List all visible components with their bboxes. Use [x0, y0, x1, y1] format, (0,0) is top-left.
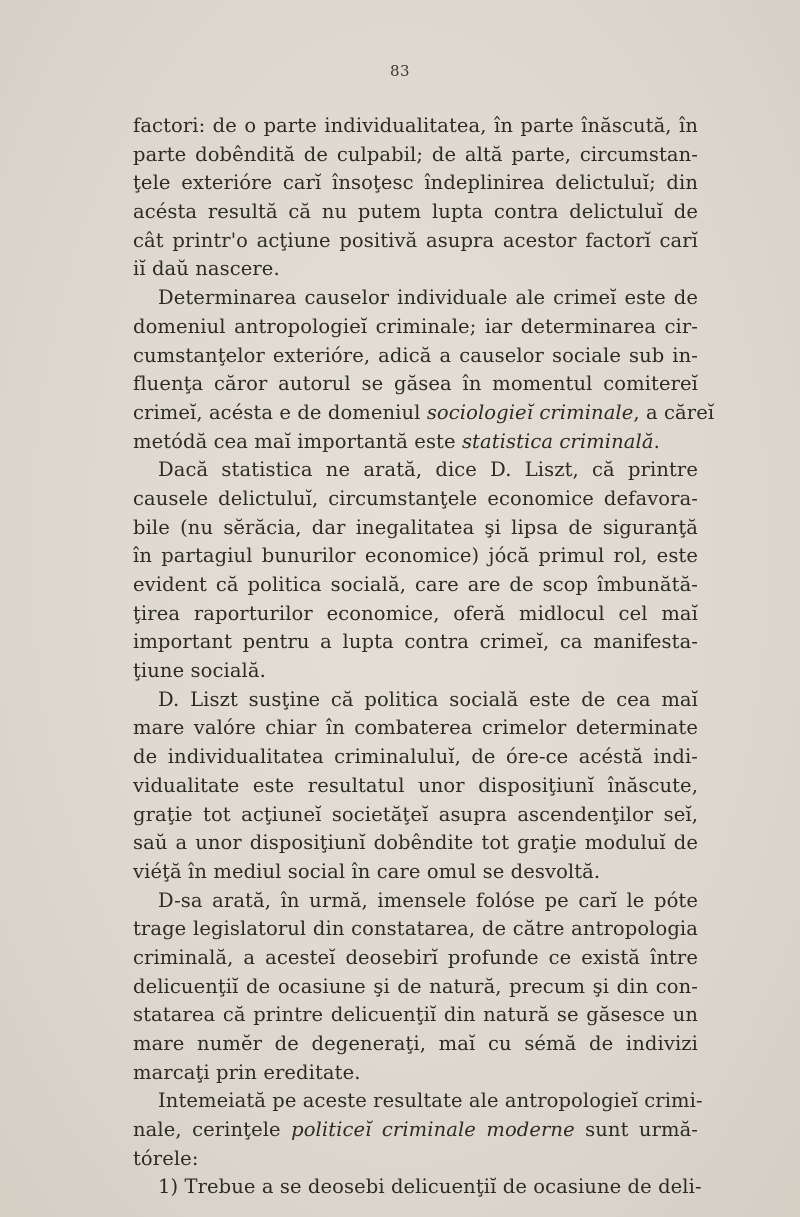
text-line: iĭ daŭ nascere.	[133, 257, 280, 281]
text-line: graţie tot acţiuneĭ societăţeĭ asupra ascendenţilor seĭ,	[133, 802, 698, 826]
text-line	[133, 1116, 698, 1145]
italic-phrase: politiceĭ criminale moderne	[291, 1118, 575, 1142]
page-number: 83	[389, 62, 411, 80]
text-line: saŭ a unor disposiţiunĭ dobêndite tot graţie moduluĭ de	[133, 831, 698, 855]
text-line: de individualitatea criminaluluĭ, de óre-ce acéstă indi-	[133, 745, 698, 769]
text-line: delicuenţiĭ de ocasiune şi de natură, precum şi din con-	[133, 974, 698, 998]
body-text	[133, 112, 715, 1202]
text-line: viéţă în mediul social în care omul se desvoltă.	[133, 859, 601, 883]
text-line: 1) Trebue a se deosebi delicuenţiĭ de ocasiune de deli-	[158, 1175, 702, 1199]
text-line: evident că politica socială, care are de scop îmbunătă-	[133, 573, 698, 596]
text-line: trage legislatorul din constatarea, de către antropologia	[133, 917, 698, 941]
text-line: cumstanţelor exterióre, adică a causelor sociale sub in-	[133, 343, 698, 367]
text-line: vidualitate este resultatul unor disposiţiunĭ înăscute,	[133, 773, 698, 797]
text-line	[133, 399, 715, 428]
italic-phrase: sociologieĭ criminale	[426, 400, 634, 424]
text-line	[133, 428, 698, 457]
text-line: marcaţi prin ereditate.	[133, 1060, 361, 1084]
text-line: Determinarea causelor individuale ale crimeĭ este de	[158, 286, 698, 310]
text-line: ţele exterióre carĭ însoţesc îndeplinirea delictuluĭ; din	[133, 171, 698, 195]
italic-phrase: statistica criminală	[461, 429, 654, 453]
text-line: fluenţa căror autorul se găsea în momentul comitereĭ	[133, 372, 698, 396]
text-line: bile (nu sĕrăcia, dar inegalitatea şi lipsa de siguranţă	[133, 515, 698, 539]
text-segment: metódă cea maĭ importantă este	[133, 429, 462, 453]
text-line: ţiune socială.	[133, 659, 266, 683]
text-line: factori: de o parte individualitatea, în parte înăscută, în	[133, 114, 698, 137]
text-line: important pentru a lupta contra crimeĭ, ca manifesta-	[133, 630, 698, 654]
text-line: cât printr'o acţiune positivă asupra acestor factorĭ carĭ	[133, 228, 698, 252]
text-line: în partagiul bunurilor economice) jócă primul rol, este	[133, 544, 698, 568]
text-line: mare numĕr de degeneraţi, maĭ cu sémă de indivizi	[133, 1032, 698, 1055]
text-line: domeniul antropologieĭ criminale; iar determinarea cir-	[133, 314, 698, 338]
text-line: statarea că printre delicuenţiĭ din natură se găsesce un	[133, 1003, 698, 1027]
text-line: criminală, a acesteĭ deosebirĭ profunde ce există între	[133, 945, 698, 969]
text-line: D-sa arată, în urmă, imensele folóse pe carĭ le póte	[158, 888, 698, 912]
text-segment: , a căreĭ	[633, 400, 715, 424]
text-line: mare valóre chiar în combaterea crimelor determinate	[133, 716, 698, 740]
text-segment: nale, cerinţele	[133, 1118, 292, 1142]
text-line: D. Liszt susţine că politica socială este de cea maĭ	[158, 687, 698, 711]
text-line: Dacă statistica ne arată, dice D. Liszt, că printre	[158, 458, 698, 482]
text-segment: sunt urmă-	[574, 1118, 698, 1142]
text-line: causele delictuluĭ, circumstanţele economice defavora-	[133, 486, 698, 510]
text-line: parte dobêndită de culpabil; de altă parte, circumstan-	[133, 142, 698, 166]
text-line: ţirea raporturilor economice, oferă midlocul cel maĭ	[133, 601, 698, 625]
text-line: Intemeiată pe aceste resultate ale antropologieĭ crimi-	[158, 1089, 703, 1113]
text-line: tórele:	[133, 1146, 199, 1170]
text-segment: .	[653, 429, 660, 453]
text-segment: crimeĭ, acésta e de domeniul	[133, 400, 427, 424]
text-line: acésta resultă că nu putem lupta contra delictuluĭ de	[133, 200, 698, 224]
